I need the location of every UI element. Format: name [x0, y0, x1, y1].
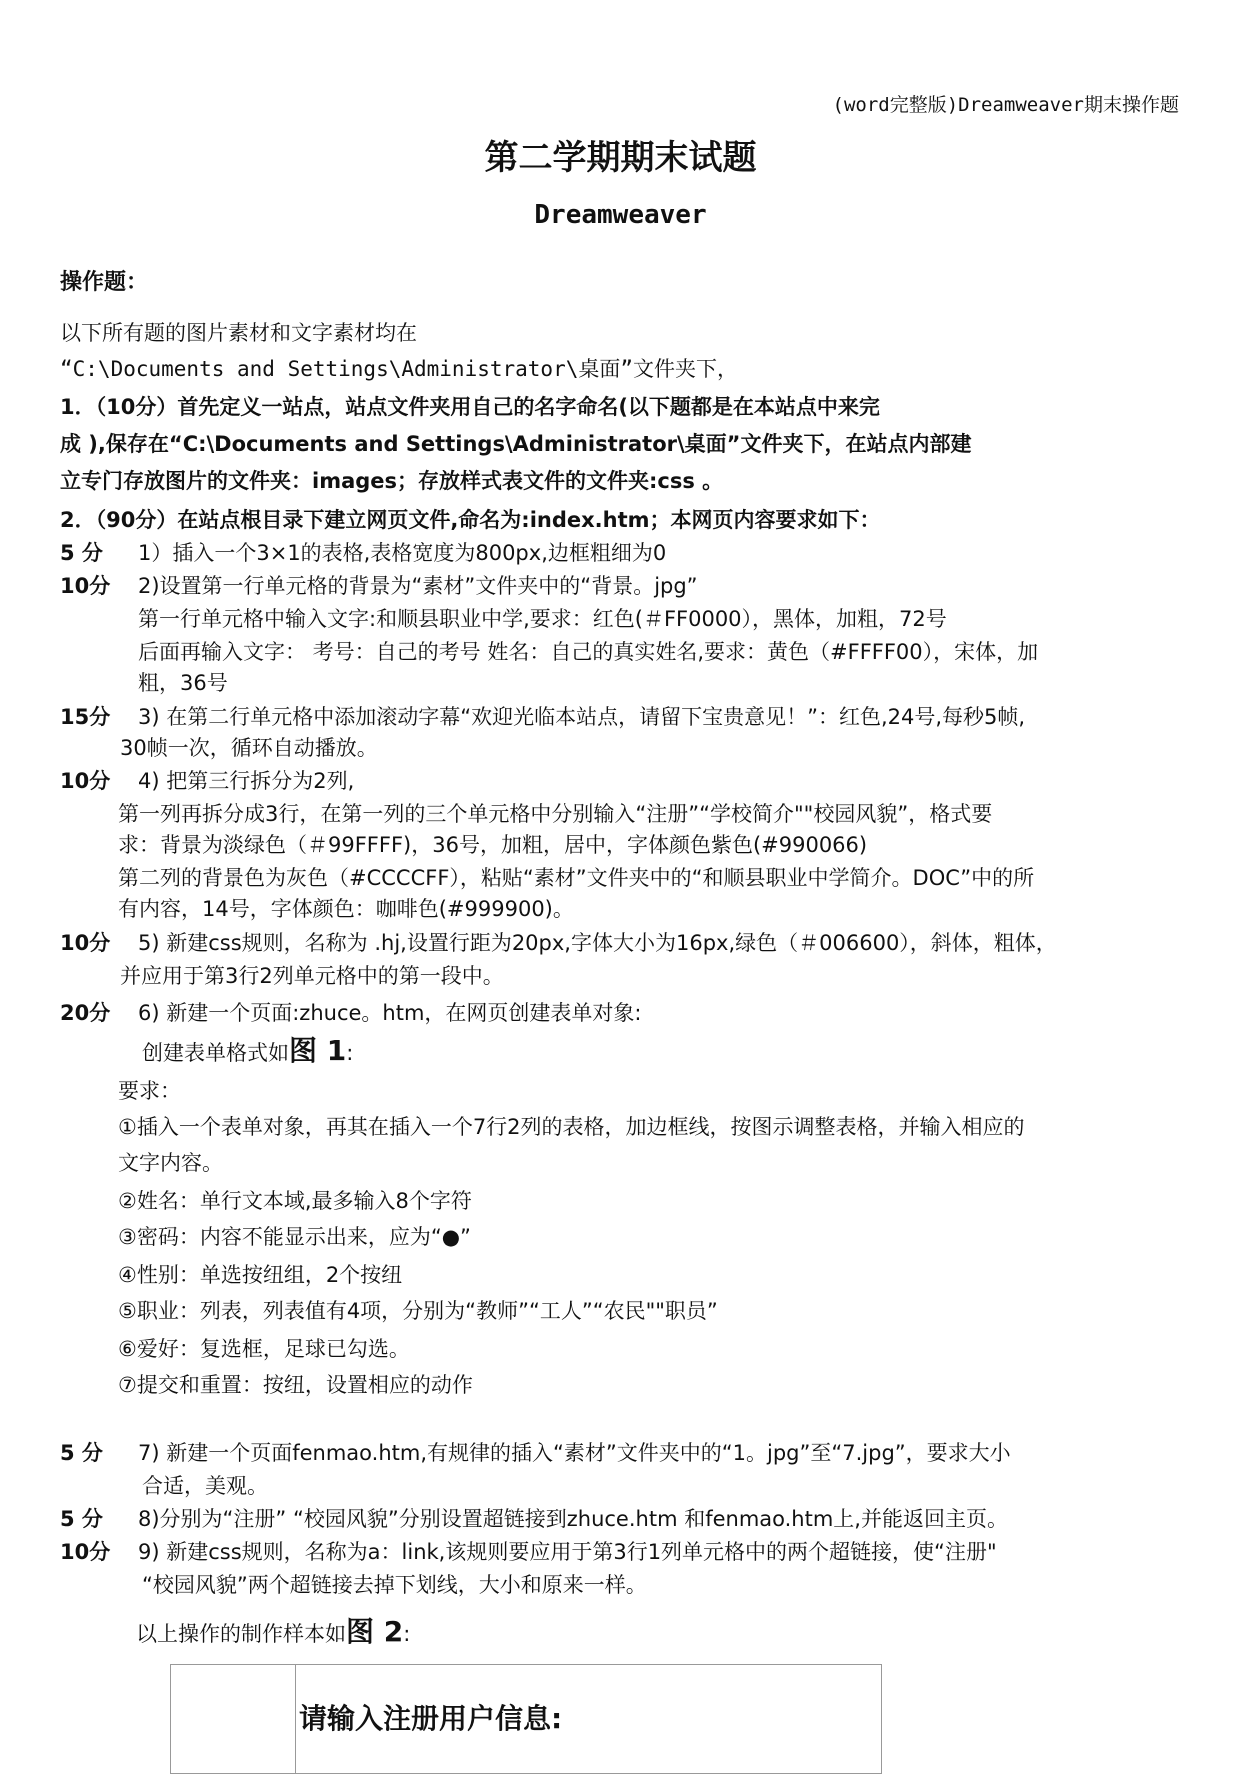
requirements-label: 要求： — [118, 1079, 181, 1103]
requirement-item: 文字内容。 — [118, 1151, 223, 1175]
item-points: 20分 — [60, 1001, 111, 1025]
item-points: 15分 — [60, 705, 111, 729]
item-1 — [60, 538, 666, 568]
item-text: 有内容，14号，字体颜色：咖啡色(#999900)。 — [118, 897, 574, 921]
item-points: 10分 — [60, 1540, 111, 1564]
item-7 — [60, 1438, 1011, 1468]
sample-intro — [136, 1617, 410, 1649]
item-text: 8)分别为“注册” “校园风貌”分别设置超链接到zhuce.htm 和fenmao.htm上,并能返回主页。 — [138, 1507, 1008, 1531]
item-text: 2)设置第一行单元格的背景为“素材”文件夹中的“背景。jpg” — [138, 574, 698, 598]
item-points: 5 分 — [60, 1507, 103, 1531]
form-intro — [142, 1036, 353, 1068]
item-9 — [60, 1537, 997, 1567]
item-text: 7) 新建一个页面fenmao.htm,有规律的插入“素材”文件夹中的“1。jpg”至“7.jpg”，要求大小 — [138, 1441, 1011, 1465]
item-points: 5 分 — [60, 1441, 103, 1465]
item-8 — [60, 1504, 1008, 1534]
item-text: 求：背景为淡绿色（＃99FFFF)，36号，加粗，居中，字体颜色紫色(#990066) — [118, 833, 868, 857]
form-intro-text: 创建表单格式如 — [142, 1041, 289, 1065]
intro-line: “C:\Documents and Settings\Administrator\桌面”文件夹下， — [60, 357, 739, 381]
item-3 — [60, 702, 1025, 732]
figure-ref: 图 2 — [346, 1615, 404, 1648]
requirement-item: ②姓名：单行文本域,最多输入8个字符 — [118, 1189, 472, 1213]
item-text: 第二列的背景色为灰色（#CCCCFF），粘贴“素材”文件夹中的“和顺县职业中学简介。DOC”中的所 — [118, 866, 1035, 890]
page-subtitle: Dreamweaver — [534, 200, 707, 230]
item-text: 后面再输入文字： 考号：自己的考号 姓名：自己的真实姓名,要求：黄色（#FFFF00），宋体，加 — [138, 640, 1039, 664]
item-text: 并应用于第3行2列单元格中的第一段中。 — [120, 964, 504, 988]
requirement-item: ③密码：内容不能显示出来，应为“●” — [118, 1225, 471, 1249]
question-1-line: 1．（10分）首先定义一站点，站点文件夹用自己的名字命名(以下题都是在本站点中来完 — [60, 395, 880, 419]
sample-intro-text: 以上操作的制作样本如 — [136, 1622, 346, 1646]
page-header: (word完整版)Dreamweaver期末操作题 — [832, 94, 1179, 116]
item-text: 第一列再拆分成3行，在第一列的三个单元格中分别输入“注册”“学校简介""校园风貌”，格式要 — [118, 802, 993, 826]
item-5 — [60, 928, 1057, 958]
requirement-item: ⑦提交和重置：按纽，设置相应的动作 — [118, 1373, 473, 1397]
item-points: 10分 — [60, 931, 111, 955]
section-heading: 操作题： — [60, 270, 149, 295]
requirement-item: ⑤职业：列表，列表值有4项，分别为“教师”“工人”“农民""职员” — [118, 1299, 718, 1323]
item-2 — [60, 571, 698, 601]
item-text: 6) 新建一个页面:zhuce。htm，在网页创建表单对象: — [138, 1001, 642, 1025]
form-intro-colon: : — [346, 1041, 354, 1065]
item-text: 粗，36号 — [138, 671, 228, 695]
item-text: 5) 新建css规则，名称为 .hj,设置行距为20px,字体大小为16px,绿色（＃006600），斜体，粗体， — [138, 931, 1057, 955]
requirement-item: ⑥爱好：复选框，足球已勾选。 — [118, 1337, 410, 1361]
question-1-line: 成 ),保存在“C:\Documents and Settings\Administrator\桌面”文件夹下，在站点内部建 — [60, 432, 972, 456]
sample-intro-colon: : — [403, 1622, 411, 1646]
item-text: 1）插入一个3×1的表格,表格宽度为800px,边框粗细为0 — [138, 541, 667, 565]
sample-figure-table — [170, 1664, 882, 1774]
page-title: 第二学期期末试题 — [484, 138, 757, 178]
requirement-item: ①插入一个表单对象，再其在插入一个7行2列的表格，加边框线，按图示调整表格，并输入相应的 — [118, 1115, 1025, 1139]
item-4 — [60, 766, 354, 796]
sample-heading: 请输入注册用户信息: — [299, 1702, 563, 1735]
item-text: 9) 新建css规则，名称为a：link,该规则要应用于第3行1列单元格中的两个超链接，使“注册" — [138, 1540, 997, 1564]
intro-line: 以下所有题的图片素材和文字素材均在 — [60, 321, 417, 345]
item-points: 5 分 — [60, 541, 103, 565]
item-text: 合适，美观。 — [142, 1474, 268, 1498]
item-points: 10分 — [60, 574, 111, 598]
figure-ref: 图 1 — [289, 1034, 347, 1067]
requirement-item: ④性别：单选按纽组，2个按纽 — [118, 1263, 403, 1287]
item-text: 3) 在第二行单元格中添加滚动字幕“欢迎光临本站点，请留下宝贵意见！”：红色,24号,每秒5帧, — [138, 705, 1026, 729]
item-points: 10分 — [60, 769, 111, 793]
item-6 — [60, 998, 642, 1028]
item-text: 30帧一次，循环自动播放。 — [120, 736, 378, 760]
question-2-line: 2．（90分）在站点根目录下建立网页文件,命名为:index.htm；本网页内容要求如下： — [60, 508, 881, 532]
item-text: 第一行单元格中输入文字:和顺县职业中学,要求：红色(＃FF0000），黑体，加粗，72号 — [138, 607, 947, 631]
item-text: 4) 把第三行拆分为2列, — [138, 769, 355, 793]
item-text: “校园风貌”两个超链接去掉下划线，大小和原来一样。 — [142, 1573, 647, 1597]
sample-left-cell — [171, 1665, 296, 1773]
question-1-line: 立专门存放图片的文件夹：images；存放样式表文件的文件夹:css 。 — [60, 469, 724, 493]
